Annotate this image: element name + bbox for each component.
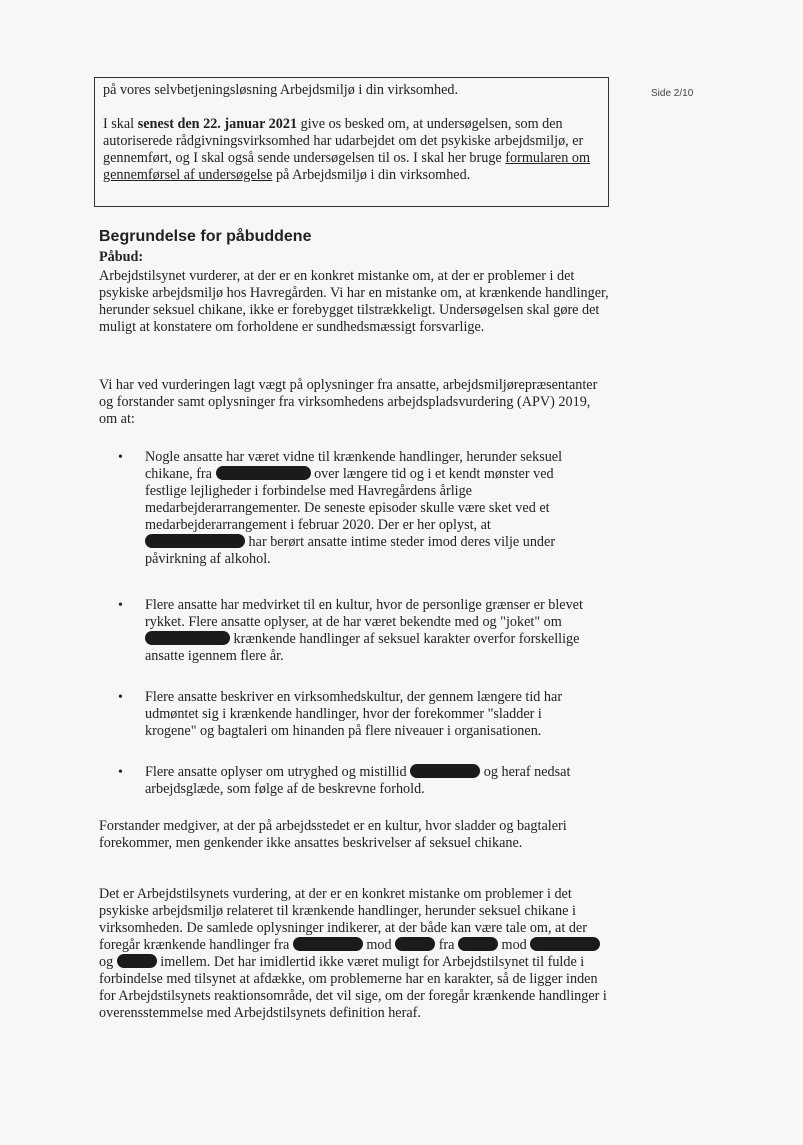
paragraph-basis: Vi har ved vurderingen lagt vægt på oplysninger fra ansatte, arbejdsmiljørepræsentanter og forstander samt oplysninger fra virksomhedens arbejdspladsvurdering (APV) 2019, om at: [99, 377, 598, 427]
redaction-mark [216, 466, 311, 480]
box-line-1: på vores selvbetjeningsløsning Arbejdsmiljø i din virksomhed. [103, 82, 459, 98]
redaction-mark [410, 764, 480, 778]
redaction-mark [117, 954, 157, 968]
redaction-mark [395, 937, 435, 951]
redaction-mark [458, 937, 498, 951]
form-link[interactable]: formularen om gennemførsel af undersøgelse [103, 150, 590, 183]
notice-box [94, 77, 609, 207]
redaction-mark [145, 534, 245, 548]
box-paragraph-2: I skal senest den 22. januar 2021 give os besked om, at undersøgelsen, som den autoriserede rådgivningsvirksomhed har udarbejdet om det psykiske arbejdsmiljø, er gennemført, og I skal også sende undersøgelsen til os. I skal her bruge formularen om gennemførsel af undersøgelse på Arbejdsmiljø i din virksomhed. [103, 116, 590, 183]
page-number: Side 2/10 [651, 88, 694, 99]
list-item: • Flere ansatte beskriver en virksomhedskultur, der gennem længere tid har udmøntet sig i krænkende handlinger, hvor der forekommer "sladder i krogene" og bagtaleri om hinanden på flere niveauer i organisationen. [118, 689, 563, 739]
deadline-date: senest den 22. januar 2021 [137, 116, 298, 132]
list-item: • Flere ansatte oplyser om utryghed og mistillid og heraf nedsat arbejdsglæde, som følge af de beskrevne forhold. [118, 764, 571, 797]
redaction-mark [530, 937, 600, 951]
redaction-mark [145, 631, 230, 645]
list-item: • Nogle ansatte har været vidne til krænkende handlinger, herunder seksuel chikane, fra over længere tid og i et kendt mønster ved festlige lejligheder i forbindelse med Havregårdens årlige medarbejderarrangementer. De seneste episoder skulle være sket ved et medarbejderarrangement i februar 2020. Der er her oplyst, at har berørt ansatte intime steder imod deres vilje under påvirkning af alkohol. [118, 449, 563, 567]
paragraph-conclusion: Det er Arbejdstilsynets vurdering, at der er en konkret mistanke om problemer i det psykiske arbejdsmiljø relateret til krænkende handlinger, herunder seksuel chikane i virksomheden. De samlede oplysninger indikerer, at der både kan være tale om, at der foregår krænkende handlinger fra mod fra mod og imellem. Det har imidlertid ikke været muligt for Arbejdstilsynet til fulde i forbindelse med tilsynet at afdække, om problemerne har en karakter, så de ligger inden for Arbejdstilsynets reaktionsområde, det vil sige, om der foregår krænkende handlinger i overensstemmelse med Arbejdstilsynets definition heraf. [99, 886, 607, 1021]
list-item: • Flere ansatte har medvirket til en kultur, hvor de personlige grænser er blevet rykket. Flere ansatte oplyser, at de har været bekendte med og "joket" om krænkende handlinger af seksuel karakter overfor forskellige ansatte igennem flere år. [118, 597, 583, 664]
paragraph-principal: Forstander medgiver, at der på arbejdsstedet er en kultur, hvor sladder og bagtaleri forekommer, men genkender ikke ansattes beskrivelser af seksuel chikane. [99, 818, 567, 851]
redaction-mark [293, 937, 363, 951]
section-heading: Begrundelse for påbuddene [99, 228, 312, 245]
subheading: Påbud: [99, 249, 144, 265]
paragraph-assessment: Arbejdstilsynet vurderer, at der er en konkret mistanke om, at der er problemer i det psykiske arbejdsmiljø hos Havregården. Vi har en mistanke om, at krænkende handlinger, herunder seksuel chikane, ikke er forebygget tilstrækkeligt. Undersøgelsen skal gøre det muligt at konstatere om forholdene er sundhedsmæssigt forsvarlige. [99, 268, 609, 335]
